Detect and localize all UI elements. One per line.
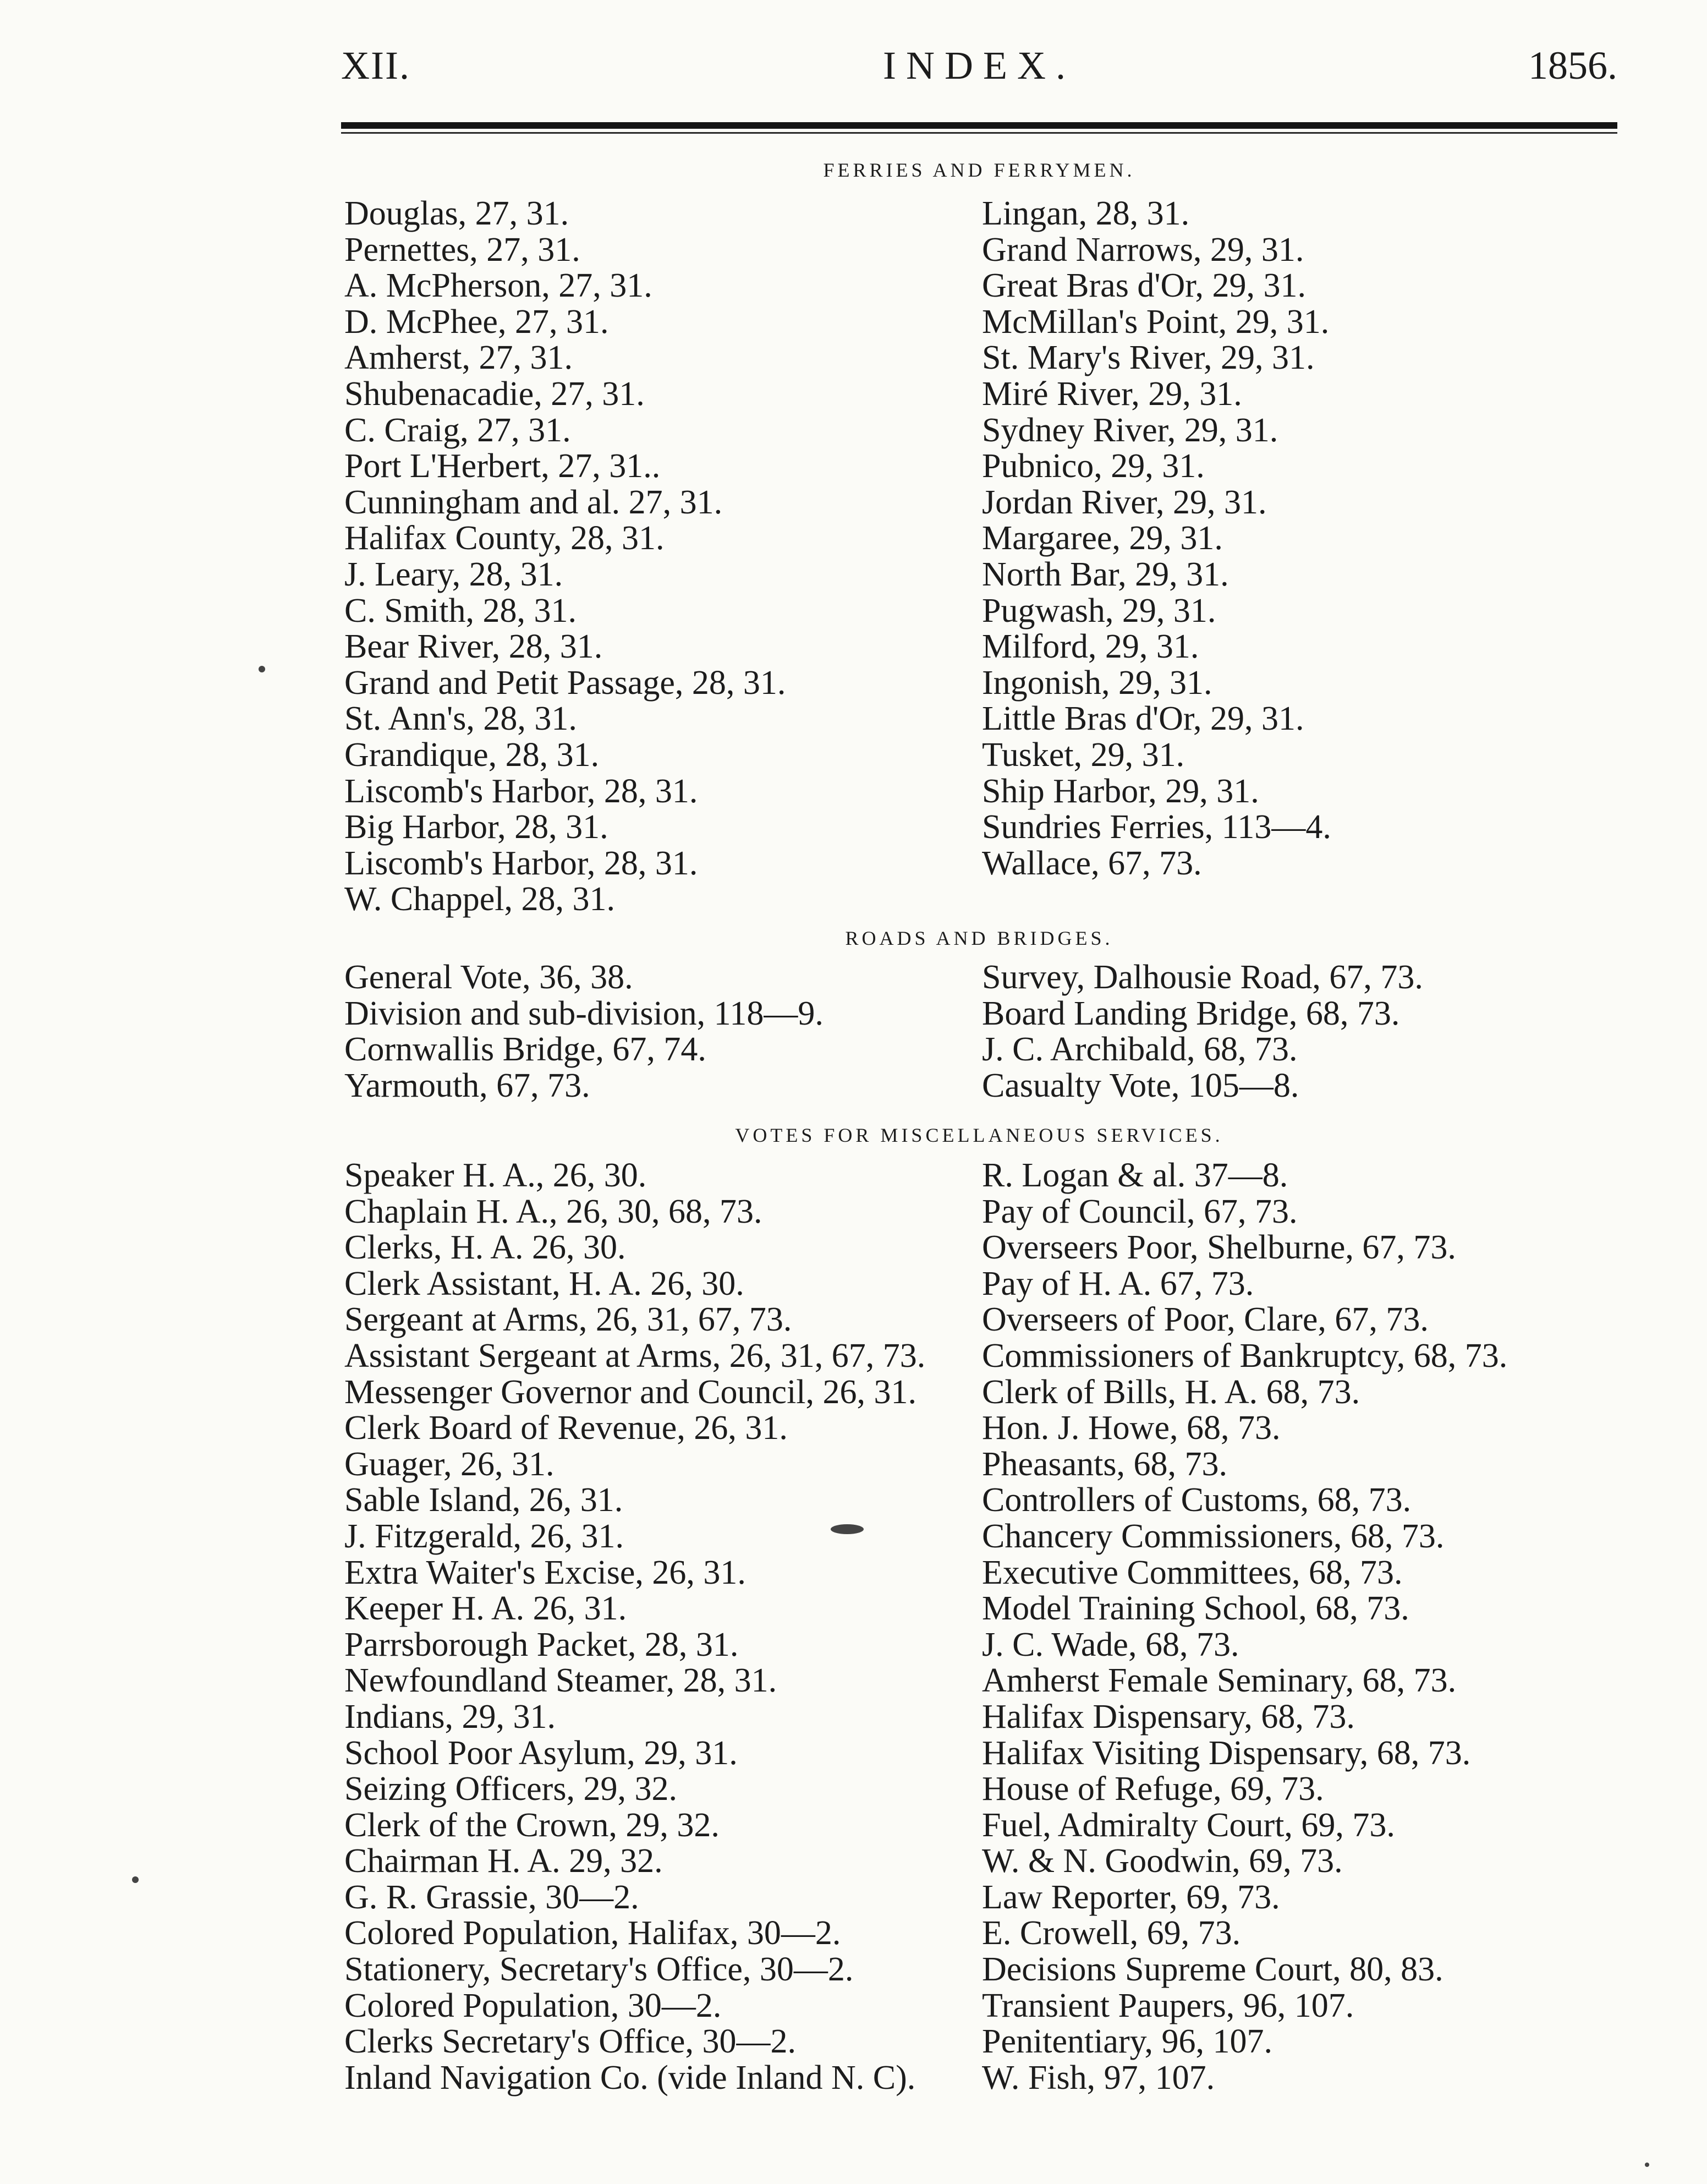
votes-left-column (344, 1158, 925, 2096)
index-entry: Clerk Assistant, H. A. 26, 30. (344, 1265, 744, 1302)
index-entry: Division and sub-division, 118—9. (344, 994, 824, 1032)
index-entry: Chaplain H. A., 26, 30, 68, 73. (344, 1192, 762, 1230)
index-entry: Tusket, 29, 31. (982, 736, 1185, 774)
ferries-left-column (344, 196, 786, 918)
index-entry: Indians, 29, 31. (344, 1698, 556, 1736)
votes-right-column (982, 1158, 1507, 2096)
index-entry: Ingonish, 29, 31. (982, 664, 1212, 702)
index-entry: Assistant Sergeant at Arms, 26, 31, 67, 73. (344, 1337, 926, 1375)
index-entry: St. Mary's River, 29, 31. (982, 339, 1315, 377)
index-entry: Colored Population, 30—2. (344, 1986, 722, 2024)
index-entry: Clerks, H. A. 26, 30. (344, 1229, 626, 1267)
index-entry: Stationery, Secretary's Office, 30—2. (344, 1951, 854, 1989)
index-entry: Inland Navigation Co. (vide Inland N. C). (344, 2059, 916, 2097)
index-entry: Cunningham and al. 27, 31. (344, 483, 723, 521)
index-entry: Pay of Council, 67, 73. (982, 1192, 1298, 1230)
index-entry: Guager, 26, 31. (344, 1445, 555, 1483)
header-rule (341, 122, 1617, 129)
index-entry: Clerk Board of Revenue, 26, 31. (344, 1409, 788, 1447)
index-entry: Speaker H. A., 26, 30. (344, 1157, 647, 1194)
index-entry: Keeper H. A. 26, 31. (344, 1590, 627, 1628)
index-entry: Cornwallis Bridge, 67, 74. (344, 1031, 706, 1069)
index-entry: Grand and Petit Passage, 28, 31. (344, 664, 786, 702)
header-rule-thin (341, 132, 1617, 134)
index-entry: Seizing Officers, 29, 32. (344, 1770, 677, 1808)
section-heading-votes: VOTES FOR MISCELLANEOUS SERVICES. (735, 1124, 1223, 1146)
index-entry: Board Landing Bridge, 68, 73. (982, 994, 1400, 1032)
index-entry: Liscomb's Harbor, 28, 31. (344, 772, 698, 810)
index-entry: Hon. J. Howe, 68, 73. (982, 1409, 1281, 1447)
index-entry: Pugwash, 29, 31. (982, 592, 1216, 630)
index-entry: Overseers of Poor, Clare, 67, 73. (982, 1301, 1429, 1339)
index-entry: G. R. Grassie, 30—2. (344, 1878, 639, 1916)
index-entry: Chancery Commissioners, 68, 73. (982, 1517, 1445, 1555)
index-entry: D. McPhee, 27, 31. (344, 303, 609, 341)
page-title: INDEX. (883, 43, 1075, 87)
index-entry: Survey, Dalhousie Road, 67, 73. (982, 959, 1423, 996)
index-entry: Newfoundland Steamer, 28, 31. (344, 1662, 777, 1700)
index-entry: Clerk of Bills, H. A. 68, 73. (982, 1373, 1360, 1411)
roads-right-column (982, 960, 1423, 1104)
index-entry: Transient Paupers, 96, 107. (982, 1986, 1354, 2024)
index-entry: J. C. Archibald, 68, 73. (982, 1031, 1298, 1069)
roads-left-column (344, 960, 824, 1104)
page-year: 1856. (1528, 43, 1617, 87)
ink-speck (259, 666, 265, 672)
ink-speck (132, 1876, 139, 1883)
index-entry: Chairman H. A. 29, 32. (344, 1842, 663, 1880)
index-entry: A. McPherson, 27, 31. (344, 267, 652, 305)
index-entry: Penitentiary, 96, 107. (982, 2023, 1273, 2061)
index-entry: Model Training School, 68, 73. (982, 1590, 1409, 1628)
index-entry: R. Logan & al. 37—8. (982, 1157, 1288, 1194)
index-entry: C. Craig, 27, 31. (344, 411, 571, 449)
index-entry: Commissioners of Bankruptcy, 68, 73. (982, 1337, 1508, 1375)
index-entry: Overseers Poor, Shelburne, 67, 73. (982, 1229, 1456, 1267)
index-entry: Wallace, 67, 73. (982, 844, 1202, 882)
index-entry: Miré River, 29, 31. (982, 375, 1242, 413)
index-entry: Douglas, 27, 31. (344, 195, 569, 232)
index-entry: Halifax County, 28, 31. (344, 519, 665, 557)
index-entry: Halifax Dispensary, 68, 73. (982, 1698, 1355, 1736)
running-head (341, 43, 1617, 103)
index-entry: McMillan's Point, 29, 31. (982, 303, 1330, 341)
index-entry: Sable Island, 26, 31. (344, 1481, 623, 1519)
index-entry: Sydney River, 29, 31. (982, 411, 1278, 449)
index-entry: Messenger Governor and Council, 26, 31. (344, 1373, 917, 1411)
index-entry: Sundries Ferries, 113—4. (982, 808, 1331, 846)
index-entry: Yarmouth, 67, 73. (344, 1066, 590, 1104)
index-entry: St. Ann's, 28, 31. (344, 700, 577, 738)
index-entry: W. Chappel, 28, 31. (344, 880, 615, 918)
index-entry: J. C. Wade, 68, 73. (982, 1625, 1239, 1663)
index-entry: Pay of H. A. 67, 73. (982, 1265, 1254, 1302)
index-entry: Liscomb's Harbor, 28, 31. (344, 844, 698, 882)
index-entry: Amherst, 27, 31. (344, 339, 573, 377)
index-entry: Colored Population, Halifax, 30—2. (344, 1914, 841, 1952)
index-entry: Controllers of Customs, 68, 73. (982, 1481, 1412, 1519)
index-entry: Fuel, Admiralty Court, 69, 73. (982, 1806, 1395, 1844)
index-entry: Little Bras d'Or, 29, 31. (982, 700, 1304, 738)
index-entry: Pubnico, 29, 31. (982, 447, 1205, 485)
index-entry: Decisions Supreme Court, 80, 83. (982, 1951, 1443, 1989)
index-entry: House of Refuge, 69, 73. (982, 1770, 1324, 1808)
index-entry: Big Harbor, 28, 31. (344, 808, 608, 846)
index-entry: Ship Harbor, 29, 31. (982, 772, 1259, 810)
index-entry: J. Leary, 28, 31. (344, 555, 563, 593)
index-entry: School Poor Asylum, 29, 31. (344, 1734, 738, 1772)
index-entry: Halifax Visiting Dispensary, 68, 73. (982, 1734, 1471, 1772)
index-entry: W. Fish, 97, 107. (982, 2059, 1215, 2097)
index-entry: Jordan River, 29, 31. (982, 483, 1267, 521)
ink-blot (831, 1524, 864, 1534)
index-entry: Extra Waiter's Excise, 26, 31. (344, 1553, 746, 1591)
index-entry: Great Bras d'Or, 29, 31. (982, 267, 1306, 305)
index-entry: Executive Committees, 68, 73. (982, 1553, 1403, 1591)
index-entry: Clerks Secretary's Office, 30—2. (344, 2023, 796, 2061)
index-entry: Parrsborough Packet, 28, 31. (344, 1625, 739, 1663)
index-entry: Milford, 29, 31. (982, 628, 1199, 666)
index-entry: Margaree, 29, 31. (982, 519, 1223, 557)
index-entry: General Vote, 36, 38. (344, 959, 633, 996)
index-entry: Bear River, 28, 31. (344, 628, 603, 666)
index-entry: E. Crowell, 69, 73. (982, 1914, 1241, 1952)
index-entry: Amherst Female Seminary, 68, 73. (982, 1662, 1457, 1700)
index-entry: Sergeant at Arms, 26, 31, 67, 73. (344, 1301, 792, 1339)
index-entry: J. Fitzgerald, 26, 31. (344, 1517, 624, 1555)
index-entry: Lingan, 28, 31. (982, 195, 1190, 232)
index-entry: North Bar, 29, 31. (982, 555, 1229, 593)
ink-speck (1645, 2163, 1649, 2167)
page-number: XII. (341, 43, 410, 87)
index-entry: Grand Narrows, 29, 31. (982, 231, 1304, 269)
index-entry: C. Smith, 28, 31. (344, 592, 577, 630)
section-heading-roads: ROADS AND BRIDGES. (845, 927, 1113, 949)
index-entry: Shubenacadie, 27, 31. (344, 375, 645, 413)
index-entry: Pernettes, 27, 31. (344, 231, 580, 269)
index-entry: Grandique, 28, 31. (344, 736, 600, 774)
index-entry: Casualty Vote, 105—8. (982, 1066, 1299, 1104)
index-entry: Pheasants, 68, 73. (982, 1445, 1228, 1483)
index-entry: Clerk of the Crown, 29, 32. (344, 1806, 720, 1844)
index-entry: Law Reporter, 69, 73. (982, 1878, 1280, 1916)
index-entry: Port L'Herbert, 27, 31.. (344, 447, 661, 485)
ferries-right-column (982, 196, 1331, 882)
section-heading-ferries: FERRIES AND FERRYMEN. (823, 159, 1135, 181)
index-entry: W. & N. Goodwin, 69, 73. (982, 1842, 1343, 1880)
